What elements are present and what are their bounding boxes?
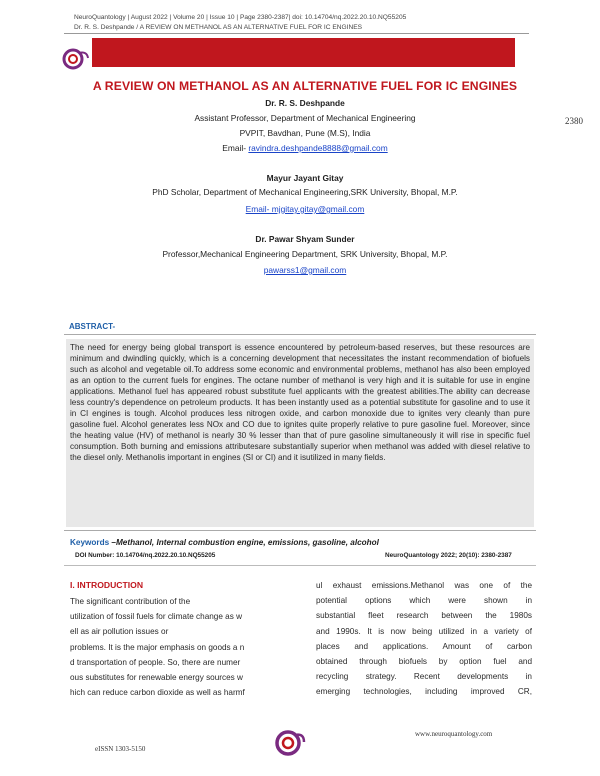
paper-title: A REVIEW ON METHANOL AS AN ALTERNATIVE FUEL FOR IC ENGINES xyxy=(92,79,518,93)
body-line: emerging technologies, including improved CR, xyxy=(316,687,532,697)
body-line: and 1990s. It is now being utilized in a variety of xyxy=(316,626,532,636)
header-red-band xyxy=(92,38,515,67)
body-line: ul exhaust emissions.Methanol was one of the xyxy=(316,581,532,590)
body-line: d transportation of people. So, there are numer xyxy=(70,657,241,667)
body-divider xyxy=(64,565,536,566)
abstract-heading: ABSTRACT- xyxy=(69,322,116,331)
running-header-journal: NeuroQuantology | August 2022 | Volume 20 | Issue 10 | Page 2380-2387| doi: 10.14704/nq.2022.20.10.NQ55205 xyxy=(74,14,407,21)
author-3-affiliation: Professor,Mechanical Engineering Department, SRK University, Bhopal, M.P. xyxy=(162,249,448,259)
header-divider xyxy=(64,33,529,34)
doi-number: DOI Number: 10.14704/nq.2022.20.10.NQ55205 xyxy=(75,552,216,559)
body-column-left xyxy=(70,594,282,700)
introduction-heading: I. INTRODUCTION xyxy=(70,580,144,590)
body-line: utilization of fossil fuels for climate change as w xyxy=(70,612,243,622)
body-line: ous substitutes for renewable energy sources w xyxy=(70,672,243,682)
author-2-email-line xyxy=(60,204,550,214)
page-number: 2380 xyxy=(565,116,583,126)
body-line: hich can reduce carbon dioxide as well as harmf xyxy=(70,688,245,698)
body-line: ell as air pollution issues or xyxy=(70,627,169,637)
author-1-affiliation: Assistant Professor, Department of Mechanical Engineering xyxy=(194,113,416,123)
footer-issn: eISSN 1303-5150 xyxy=(95,745,146,753)
keywords-label: Keywords xyxy=(70,538,110,547)
journal-citation: NeuroQuantology 2022; 20(10): 2380-2387 xyxy=(385,552,512,559)
email-prefix: Email- xyxy=(222,143,249,153)
body-column-right xyxy=(316,578,532,700)
author-1-name: Dr. R. S. Deshpande xyxy=(265,98,345,108)
author-2-affiliation: PhD Scholar, Department of Mechanical Engineering,SRK University, Bhopal, M.P. xyxy=(152,187,458,197)
author-2-name: Mayur Jayant Gitay xyxy=(266,173,344,183)
keywords-line xyxy=(70,538,379,547)
body-line: substantial fleet research between the 1980s xyxy=(316,611,532,621)
body-line: potential options which were shown in xyxy=(316,596,532,606)
footer-logo-icon xyxy=(272,728,306,758)
footer-website: www.neuroquantology.com xyxy=(415,730,493,738)
keywords-list: –Methanol, Internal combustion engine, emissions, gasoline, alcohol xyxy=(109,538,379,547)
body-line: places and applications. Amount of carbon xyxy=(316,641,532,651)
author-1-email-link[interactable]: ravindra.deshpande8888@gmail.com xyxy=(248,143,388,153)
author-3-name: Dr. Pawar Shyam Sunder xyxy=(255,234,355,244)
body-line: problems. It is the major emphasis on goods a n xyxy=(70,642,245,652)
author-1-email-line xyxy=(60,143,550,153)
author-2-email-link[interactable]: Email- mjgitay.gitay@gmail.com xyxy=(245,204,365,214)
running-header-author-title: Dr. R. S. Deshpande / A REVIEW ON METHANOL AS AN ALTERNATIVE FUEL FOR IC ENGINES xyxy=(74,24,363,31)
author-3-email-link[interactable]: pawarss1@gmail.com xyxy=(263,265,347,275)
body-line: The significant contribution of the xyxy=(70,597,191,606)
abstract-top-divider xyxy=(64,334,536,335)
body-line: recycling strategy. Recent developments in xyxy=(316,672,532,682)
journal-logo-icon xyxy=(60,47,90,71)
author-1-institution: PVPIT, Bavdhan, Pune (M.S), India xyxy=(239,128,371,138)
body-line: obtained through biofuels by option fuel and xyxy=(316,656,532,666)
abstract-body: The need for energy being global transport is essence encountered by petroleum-based reserves, but these resources are minimum and dwindling quickly, which is a concerning development that necessitates the instant recommendation of biofuels such as alcohol and vegetable oil.To address some economic and environmental problems, methanol has also been employed as an option to the current fuels for engines. The octane number of methanol is very high and it is suitable for use in engine applications. Methanol fuel has appeared robust substitute fuel applicants with the greatest abilities.The ability can decrease less country's dependence on petroleum products. It has been instantly used as a potential substitute for gasoline and to use it in CI engines is tough. Alcohol produces less nitrogen oxide, and carbon monoxide due to ignites very cleanly than pure gasoline fuel. Alcohol generates less NOx and CO due to ignites quite properly relative to pure gasoline fuel. Moreover, since the heating value (HV) of methanol is nearly 30 % lesser than that of pure gasoline simultaneously it will rise in specific fuel consumption. Both burning and emissions attributesare substantially superior when methanol was added with diesel relative to the diesel only. Methanolis important in engines (SI or CI) and it isutilized in many fields. xyxy=(70,343,530,463)
abstract-bottom-divider xyxy=(64,530,536,531)
author-3-email-line xyxy=(60,265,550,275)
